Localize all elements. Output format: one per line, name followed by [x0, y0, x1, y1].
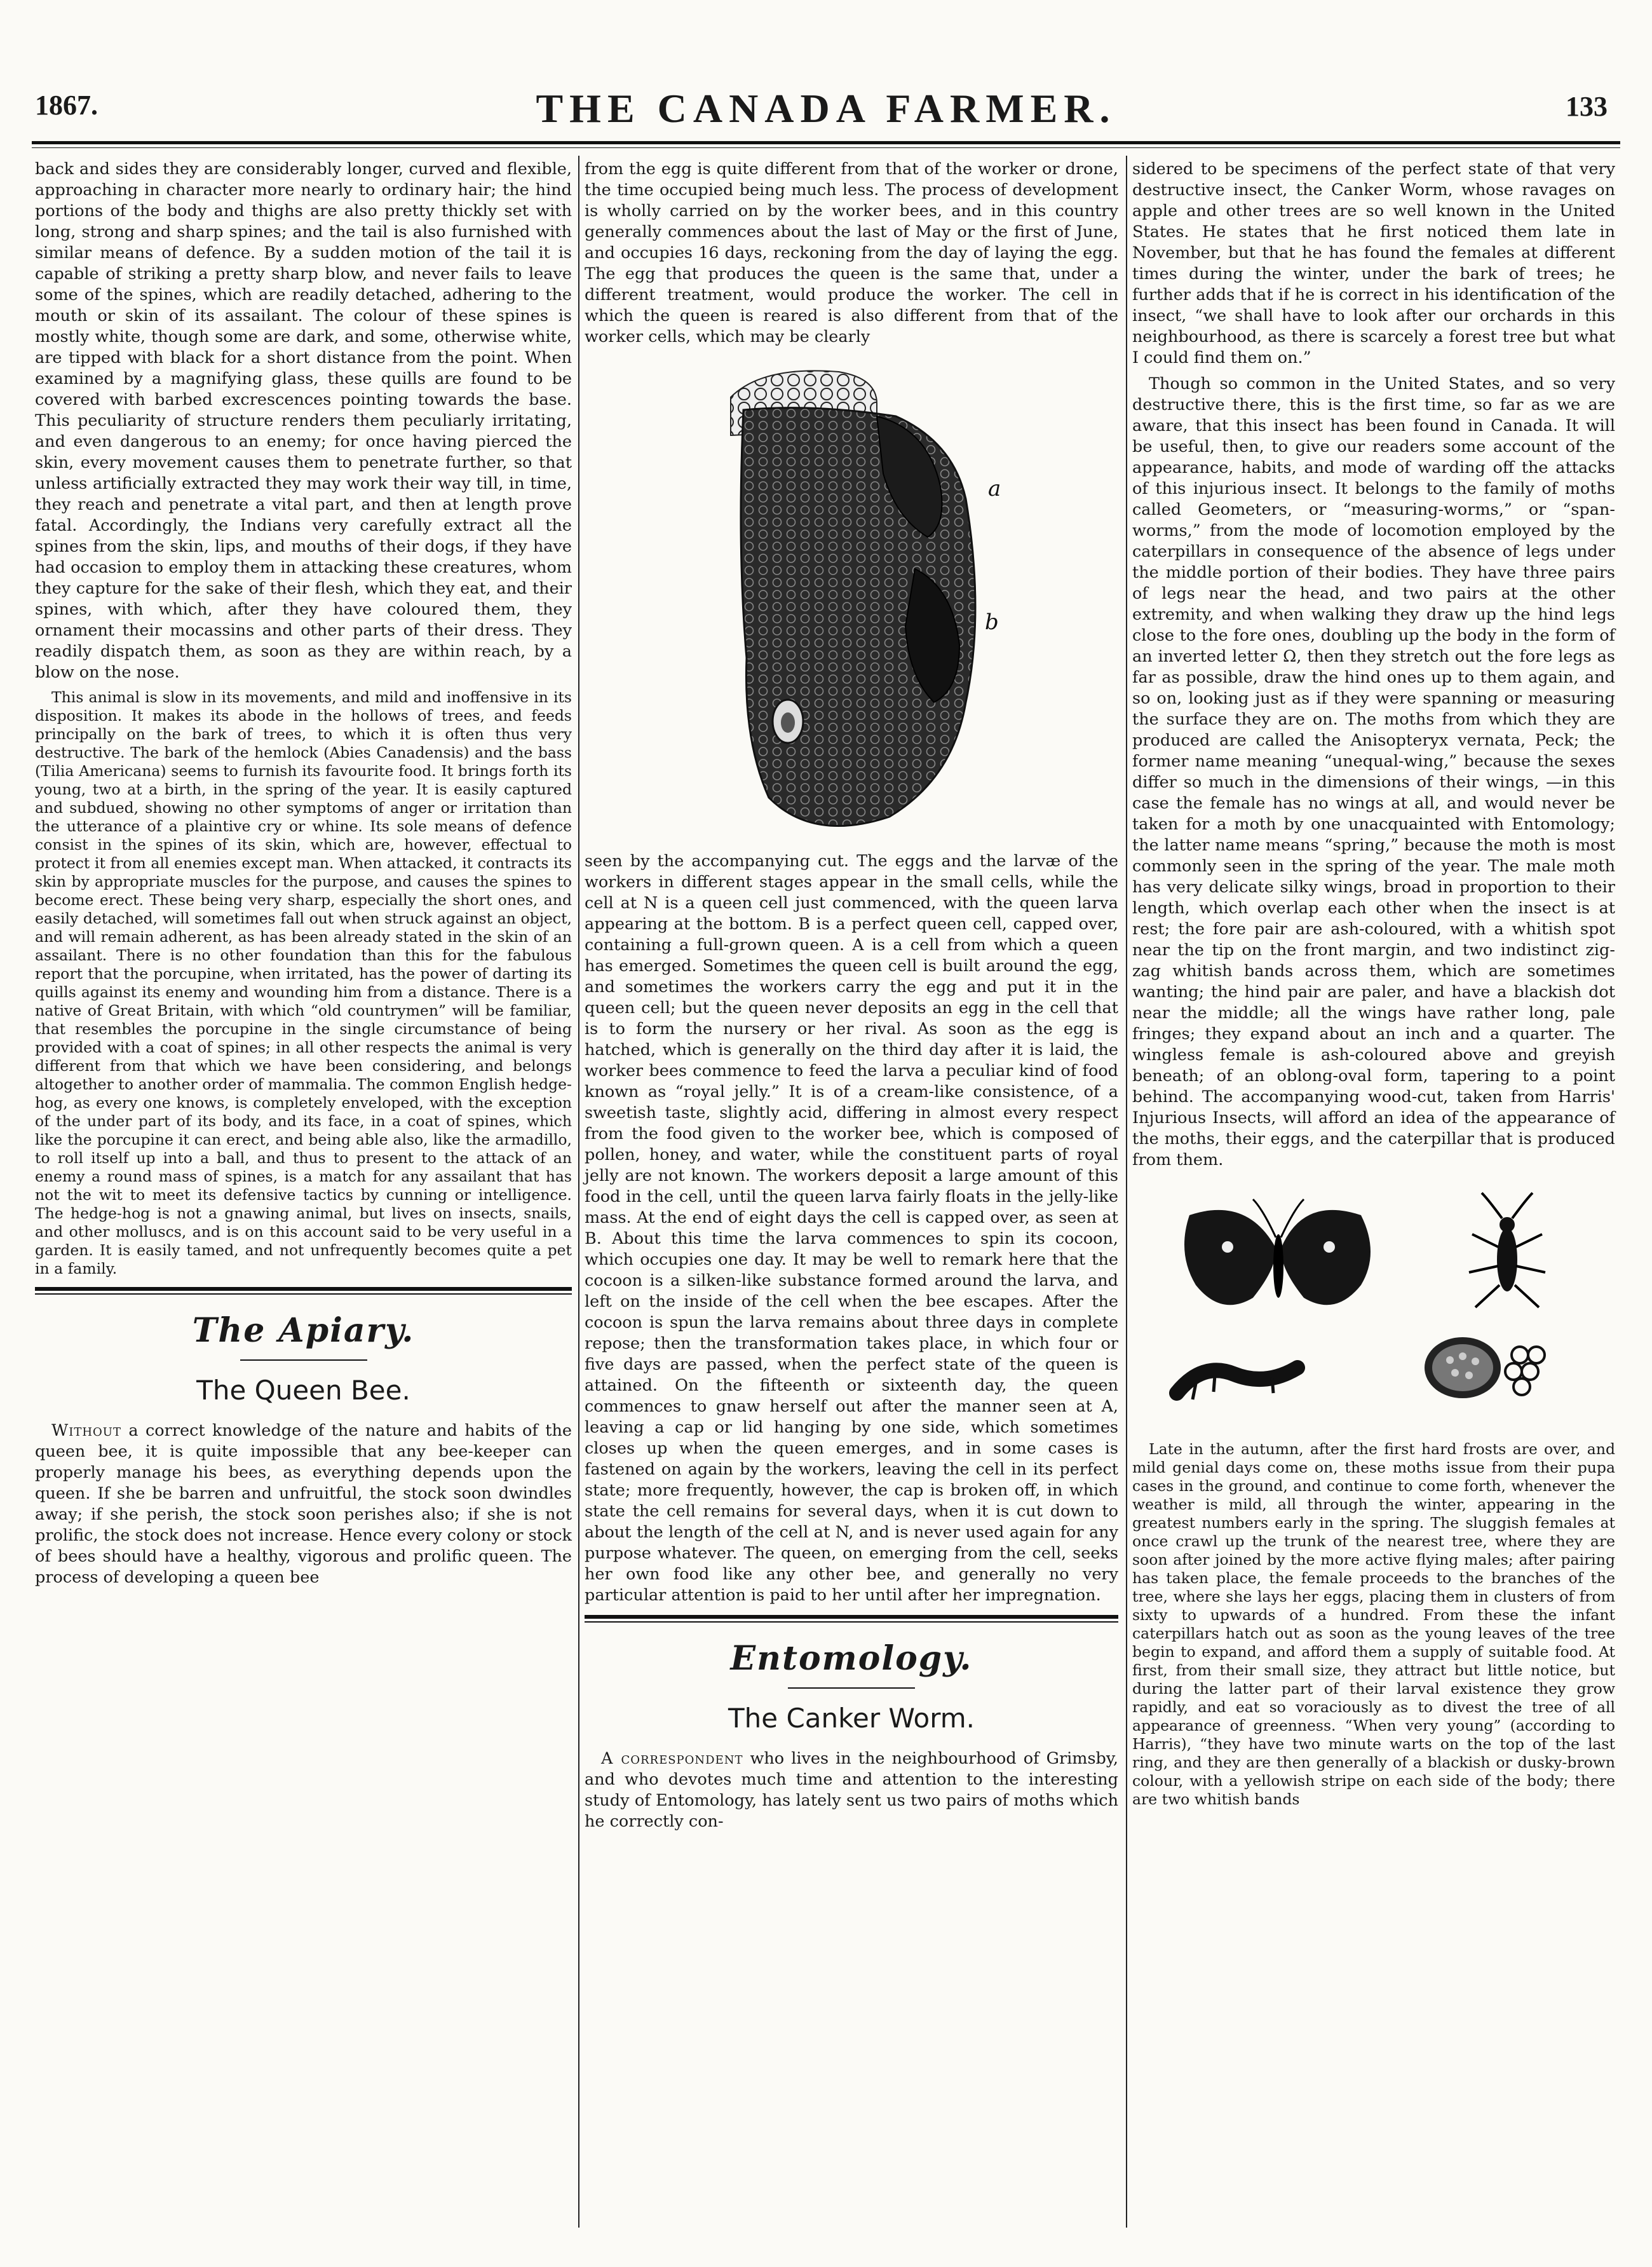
male-moth-illustration [1184, 1199, 1371, 1305]
column-divider [578, 156, 579, 2228]
column-divider [1126, 156, 1127, 2228]
queen-bee-paragraph [35, 1420, 572, 1588]
issue-year: 1867. [35, 90, 98, 121]
queen-bee-development-paragraph: seen by the accompanying cut. The eggs and the larvæ of the workers in different stages appear in the small cells, while the cell at N is a queen cell just commenced, with the queen larva appearing at the bottom. B is a perfect queen cell, capped over, containing a full-grown queen. A is a cell from which a queen has emerged. Sometimes the queen cell is built around the egg, and sometimes the workers carry the egg and put it in the queen cell; but the queen never deposits an egg in the cell that is to form the nursery or her rival. As soon as the egg is hatched, which is generally on the third day after it is laid, the worker bees commence to feed the larva a peculiar kind of food known as “royal jelly.” It is of a cream-like consistence, of a sweetish taste, slightly acid, differing in almost every respect from the food given to the worker bee, which is composed of pollen, honey, and water, while the constituent parts of royal jelly are not known. The workers deposit a large amount of this food in the cell, until the queen larva fairly floats in the jelly-like mass. At the end of eight days the cell is capped over, as seen at B. About this time the larva commences to spin its cocoon, which occupies one day. It may be well to remark here that the cocoon is a silken-like substance formed around the larva, and left on the inside of the cell when the bee escapes. After the cocoon is spun the larva remains about three days in complete repose; then the transformation takes place, in which four or five days are passed, when the perfect state of the queen is attained. On the fifteenth or sixteenth day, the queen commences to gnaw herself out after the manner seen at A, leaving a cap or lid hanging by one side, which sometimes closes up when the queen emerges, and in some cases is fastened on again by the workers, leaving the cell in its perfect state; more frequently, however, the cap is broken off, in which state the cell remains for several days, when it is cut down to about the length of the cell at N, and is never used again for any purpose whatever. The queen, on emerging from the cell, seeks her own food like any other bee, and generally no very particular attention is paid to her until after her impregnation. [585, 852, 1118, 1605]
heading-rule [788, 1687, 915, 1689]
canker-worm-woodcut [1151, 1190, 1596, 1419]
section-rule [35, 1287, 572, 1291]
canker-worm-paragraph-2: Though so common in the United States, and so very destructive there, this is the first time, so far as we are aware, that this insect has been found in Canada. It will be useful, then, to give our readers some account of the appearance, habits, and mode of warding off the attacks of this injurious insect. It belongs to the family of moths called Geometers, or “measuring-worms,” or “span-worms,” from the mode of locomotion employed by the caterpillars in consequence of the absence of legs under the middle portion of their bodies. They have three pairs of legs near the head, and two pairs at the other extremity, and when walking they draw up the hind legs close to the fore ones, doubling up the body in the form of an inverted letter Ω, then they stretch out the fore legs as far as possible, draw the hind ones up to them again, and so on, looking just as if they were spanning or measuring the surface they are on. The moths from which they are produced are called the Anisopteryx vernata, Peck; the former name meaning “unequal-wing,” because the sexes differ so much in the dimensions of their wings, —in this case the female has no wings at all, and would never be taken for a moth by one unacquainted with Entomology; the latter name means “spring,” because the moth is most commonly seen in the spring of the year. The male moth has very delicate silky wings, broad in proportion to their length, which overlap each other when the insect is at rest; the fore pair are ash-coloured, with a whitish spot near the tip on the front margin, and two indistinct zig-zag whitish bands across them, which are sometimes wanting; the hind pair are paler, and have a blackish dot near the middle; all the wings have rather long, pale fringes; they expand about an inch and a quarter. The wingless female is ash-coloured above and greyish beneath; of an oblong-oval form, tapering to a point behind. The accompanying wood-cut, taken from Harris' Injurious Insects, will afford an idea of the appearance of the moths, their eggs, and the caterpillar that is produced from them. [1132, 374, 1615, 1169]
female-moth-illustration [1469, 1193, 1545, 1307]
page-number: 133 [1566, 91, 1608, 122]
article-title-canker-worm: The Canker Worm. [728, 1703, 975, 1734]
canker-worm-paragraph-3: Late in the autumn, after the first hard frosts are over, and mild genial days come on, these moths issue from their pupa cases in the ground, and continue to come forth, whenever the weather is mild, all through the winter, appearing in the greatest numbers early in the spring. The sluggish females at once crawl up the trunk of the nearest tree, where they are soon after joined by the more active flying males; after pairing has taken place, the female proceeds to the branches of the tree, where she lays her eggs, placing them in clusters of from sixty to upwards of a hundred. From these the infant caterpillars hatch out as soon as the young leaves of the tree begin to expand, and afford them a supply of suitable food. At first, from their small size, they attract but little notice, but during the latter part of their larval existence they grow rapidly, and eat so voraciously as to divest the tree of all appearance of greenness. “When very young” (according to Harris), “they have two minute warts on the top of the last ring, and they are then generally of a blackish or dusky-brown colour, with a yellowish stripe on each side of the body; there are two whitish bands [1132, 1440, 1615, 1808]
section-rule [585, 1621, 1118, 1623]
canker-worm-lead-words: A correspondent [601, 1749, 743, 1768]
section-heading-apiary: The Apiary. [192, 1311, 415, 1350]
caterpillar-illustration [1177, 1368, 1297, 1399]
newspaper-title: THE CANADA FARMER. [536, 86, 1116, 131]
fig-label-b: b [985, 609, 999, 635]
heading-rule [240, 1359, 367, 1361]
canker-worm-intro-text: who lives in the neighbourhood of Grimsby, and who devotes much time and attention to the interesting study of Entomology, has lately sent us two pairs of moths which he correctly con- [585, 1749, 1119, 1831]
section-heading-entomology: Entomology. [730, 1639, 973, 1678]
column-2 [585, 159, 1118, 1837]
porcupine-paragraph-1: back and sides they are considerably longer, curved and flexible, approaching in character more nearly to ordinary hair; the hind portions of the body and thighs are also pretty thickly set with long, strong and sharp spines; and the tail is also furnished with similar means of defence. By a sudden motion of the tail it is capable of striking a pretty sharp blow, and never fails to leave some of the spines, which are readily detached, adhering to the mouth or skin of its assailant. The colour of these spines is mostly white, though some are dark, and some, otherwise white, are tipped with black for a short distance from the point. When examined by a magnifying glass, these quills are found to be covered with barbed excrescences pointing towards the base. This peculiarity of structure renders them peculiarly irritating, and even dangerous to an enemy; for once having pierced the skin, every movement causes them to penetrate further, so that unless artificially extracted they may work their way till, in time, they reach and penetrate a vital part, and then at length prove fatal. Accordingly, the Indians very carefully extract all the spines from the skin, lips, and mouths of their dogs, if they have had occasion to employ them in attacking these creatures, whom they capture for the sake of their flesh, which they eat, and their spines, with which, after they have coloured them, they ornament their mocassins and other parts of their dress. They readily dispatch them, as soon as they are within reach, by a blow on the nose. [35, 160, 572, 682]
queen-bee-text: a correct knowledge of the nature and habits of the queen bee, it is quite impossible that any bee-keeper can properly manage his bees, as everything depends upon the queen. If she be barren and unfruitful, the stock soon dwindles away; if she perish, the stock soon perishes also; if she is not prolific, the stock does not increase. Hence every colony or stock of bees should have a healthy, vigorous and prolific queen. The process of developing a queen bee [35, 1421, 572, 1587]
masthead [0, 86, 1652, 146]
masthead-rule-thin [32, 147, 1620, 148]
queen-bee-continued-paragraph: from the egg is quite different from that of the worker or drone, the time occupied being much less. The process of development is wholly carried on by the worker bees, and in this country generally commences about the last of May or the first of June, and occupies 16 days, reckoning from the day of laying the egg. The egg that produces the queen is the same that, under a different treatment, would produce the worker. The cell in which the queen is reared is also different from that of the worker cells, which may be clearly [585, 160, 1118, 346]
canker-worm-paragraph-1: sidered to be specimens of the perfect state of that very destructive insect, the Canker Worm, whose ravages on apple and other trees are so well known in the United States. He states that he first noticed them late in November, but that he has found the females at different times during the winter, under the bark of trees; he further adds that if he is correct in his identification of the insect, “we shall have to look after our orchards in this neighbourhood, as there is scarcely a forest tree but what I could find them on.” [1132, 160, 1615, 367]
canker-worm-intro-paragraph [585, 1748, 1118, 1832]
column-1 [35, 159, 572, 1593]
section-rule [35, 1293, 572, 1295]
egg-cluster-illustration [1425, 1337, 1545, 1398]
porcupine-paragraph-2: This animal is slow in its movements, and mild and inoffensive in its disposition. It makes its abode in the hollows of trees, and feeds principally on the bark of trees, to which it is often thus very destructive. The bark of the hemlock (Abies Canadensis) and the bass (Tilia Americana) seems to furnish its favourite food. It brings forth its young, two at a birth, in the spring of the year. It is easily captured and subdued, showing no other symptoms of anger or irritation than the utterance of a plaintive cry or whine. Its sole means of defence consist in the spines of its skin, which are, however, effectual to protect it from all enemies except man. When attacked, it contracts its skin by appropriate muscles for the purpose, and causes the spines to become erect. These being very sharp, especially the short ones, and easily detached, will sometimes fall out when struck against an object, and will remain adherent, as has been already stated in the skin of an assailant. There is no other foundation than this for the fabulous report that the porcupine, when irritated, has the power of darting its quills against its enemy and wounding him from a distance. There is a native of Great Britain, with which “old countrymen” will be familiar, that resembles the porcupine in the single circumstance of being provided with a coat of spines; in all other respects the animal is very different from that which we have been considering, and belongs altogether to another order of mammalia. The common English hedge-hog, as every one knows, is completely enveloped, with the exception of the under part of its body, and its face, in a coat of spines, which like the porcupine it can erect, and being able also, like the armadillo, to roll itself up into a ball, and thus to present to the attack of an enemy a round mass of spines, is a match for any assailant that has not the wit to meet its defensive tactics by cunning or intelligence. The hedge-hog is not a gnawing animal, but lives on insects, snails, and other molluscs, and is on this account said to be very useful in a garden. It is easily tamed, and not unfrequently becomes quite a pet in a family. [35, 688, 572, 1277]
column-3 [1132, 159, 1615, 1814]
article-title-queen-bee: The Queen Bee. [196, 1375, 410, 1406]
masthead-rule-thick [32, 141, 1620, 144]
section-rule [585, 1615, 1118, 1619]
queen-cell-woodcut [686, 359, 1017, 842]
queen-bee-lead-word: Without [51, 1421, 121, 1440]
fig-label-a: a [988, 476, 1001, 501]
